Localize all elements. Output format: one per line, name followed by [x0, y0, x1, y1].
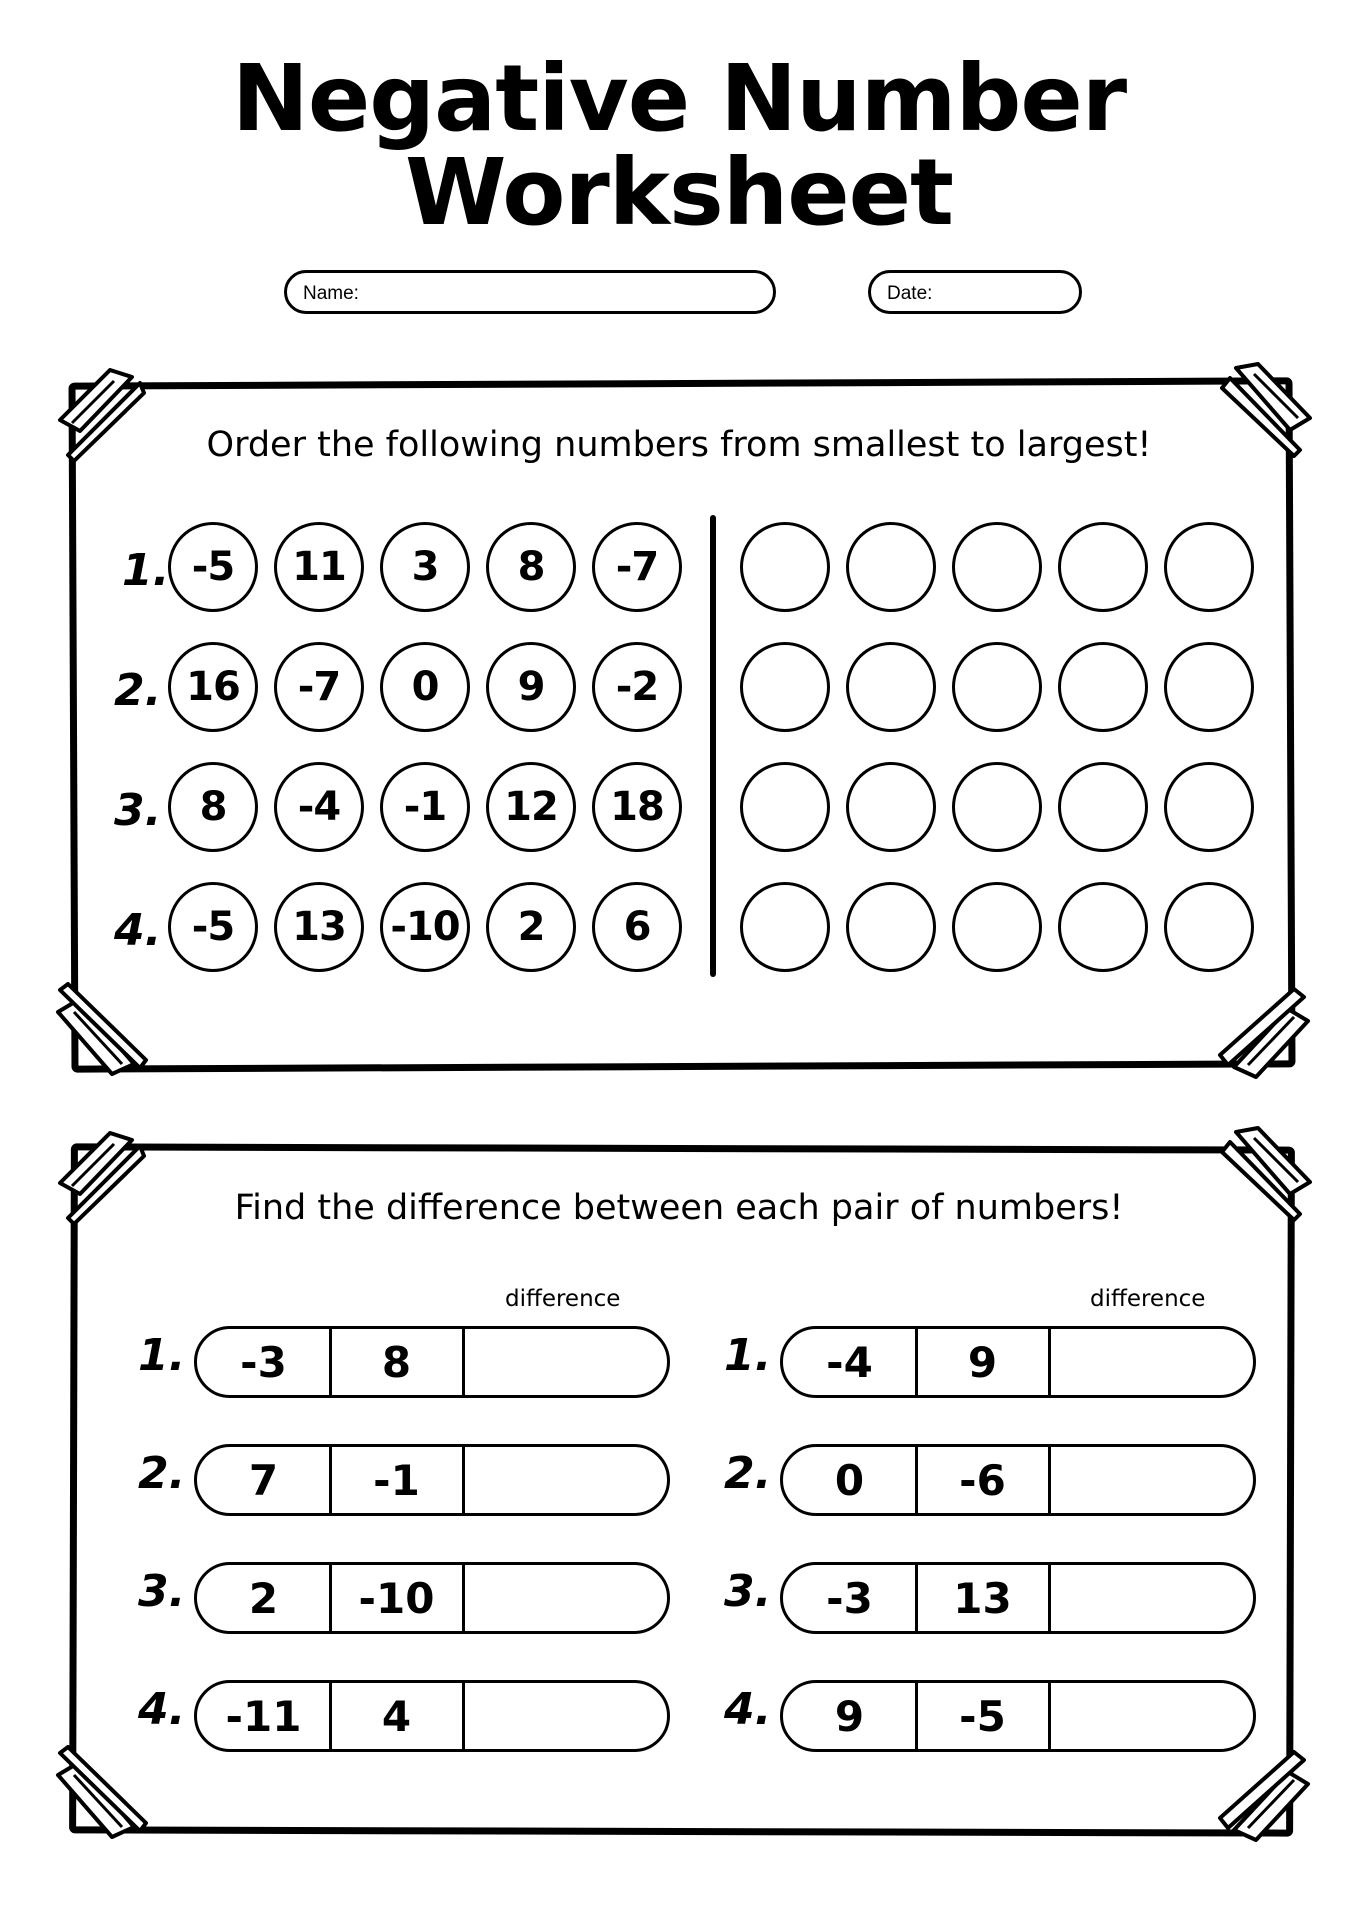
given-number-circle: 3 [380, 522, 470, 612]
difference-pair-box [780, 1326, 1256, 1398]
answer-circle[interactable] [1164, 642, 1254, 732]
difference-pair-box [780, 1680, 1256, 1752]
answer-circle[interactable] [952, 642, 1042, 732]
answer-circle[interactable] [1164, 522, 1254, 612]
worksheet-title [0, 45, 1358, 246]
difference-row-label: 2. [138, 1448, 186, 1499]
name-field[interactable] [284, 270, 776, 314]
corner-tape-icon [52, 1745, 152, 1845]
ordering-row-label: 3. [114, 785, 162, 836]
difference-row-label: 4. [138, 1684, 186, 1735]
corner-tape-icon [52, 365, 152, 465]
answer-circle[interactable] [846, 882, 936, 972]
given-number-circle: 16 [168, 642, 258, 732]
difference-pair-box [780, 1562, 1256, 1634]
ordering-row-label: 2. [114, 665, 162, 716]
answer-circle[interactable] [1164, 762, 1254, 852]
difference-row-label: 3. [138, 1566, 186, 1617]
ordering-instruction: Order the following numbers from smallest to largest! [206, 425, 1152, 465]
first-number: -11 [225, 1691, 302, 1741]
ordering-divider [710, 515, 716, 977]
given-number-circle: 12 [486, 762, 576, 852]
answer-circle[interactable] [1164, 882, 1254, 972]
first-number: 2 [248, 1573, 279, 1623]
second-number: 8 [381, 1337, 412, 1387]
answer-circle[interactable] [846, 762, 936, 852]
title-line-2: Worksheet [405, 139, 953, 246]
given-number-circle: 13 [274, 882, 364, 972]
first-number: -3 [826, 1573, 873, 1623]
corner-tape-icon [52, 982, 152, 1082]
given-number-circle: -2 [592, 642, 682, 732]
first-number: -4 [826, 1337, 873, 1387]
answer-circle[interactable] [952, 882, 1042, 972]
given-number-circle: 0 [380, 642, 470, 732]
corner-tape-icon [52, 1128, 152, 1228]
difference-pair-box [780, 1444, 1256, 1516]
title-line-1: Negative Number [231, 45, 1127, 152]
given-number-circle: 18 [592, 762, 682, 852]
given-number-circle: 11 [274, 522, 364, 612]
corner-tape-icon [1214, 985, 1314, 1085]
first-number: 0 [834, 1455, 865, 1505]
difference-pair-box [194, 1562, 670, 1634]
given-number-circle: -4 [274, 762, 364, 852]
second-number: 4 [381, 1691, 412, 1741]
answer-circle[interactable] [952, 762, 1042, 852]
difference-answer-field[interactable] [1049, 1329, 1253, 1395]
first-number: 9 [834, 1691, 865, 1741]
difference-pair-box [194, 1680, 670, 1752]
given-number-circle: 9 [486, 642, 576, 732]
answer-circle[interactable] [740, 882, 830, 972]
given-number-circle: -5 [168, 522, 258, 612]
answer-circle[interactable] [1058, 762, 1148, 852]
difference-answer-field[interactable] [1049, 1447, 1253, 1513]
difference-row-label: 1. [724, 1330, 772, 1381]
difference-column-header: difference [1090, 1286, 1206, 1312]
second-number: -1 [373, 1455, 420, 1505]
difference-pair-box [194, 1444, 670, 1516]
corner-tape-icon [1216, 360, 1316, 460]
difference-answer-field[interactable] [463, 1683, 667, 1749]
difference-answer-field[interactable] [463, 1329, 667, 1395]
given-number-circle: -5 [168, 882, 258, 972]
second-number: -10 [358, 1573, 435, 1623]
given-number-circle: -1 [380, 762, 470, 852]
second-number: -5 [959, 1691, 1006, 1741]
difference-answer-field[interactable] [1049, 1565, 1253, 1631]
answer-circle[interactable] [740, 642, 830, 732]
answer-circle[interactable] [846, 642, 936, 732]
first-number: -3 [240, 1337, 287, 1387]
answer-circle[interactable] [1058, 642, 1148, 732]
difference-row-label: 4. [724, 1684, 772, 1735]
second-number: 9 [967, 1337, 998, 1387]
difference-row-label: 2. [724, 1448, 772, 1499]
answer-circle[interactable] [952, 522, 1042, 612]
given-number-circle: 2 [486, 882, 576, 972]
difference-row-label: 3. [724, 1566, 772, 1617]
given-number-circle: -7 [592, 522, 682, 612]
given-number-circle: 8 [168, 762, 258, 852]
difference-pair-box [194, 1326, 670, 1398]
difference-answer-field[interactable] [463, 1565, 667, 1631]
given-number-circle: 6 [592, 882, 682, 972]
date-field[interactable] [868, 270, 1082, 314]
difference-instruction: Find the difference between each pair of numbers! [234, 1188, 1124, 1228]
second-number: -6 [959, 1455, 1006, 1505]
corner-tape-icon [1214, 1748, 1314, 1848]
difference-column-header: difference [505, 1286, 621, 1312]
answer-circle[interactable] [740, 522, 830, 612]
ordering-row-label: 1. [122, 545, 170, 596]
first-number: 7 [248, 1455, 279, 1505]
difference-answer-field[interactable] [1049, 1683, 1253, 1749]
corner-tape-icon [1216, 1124, 1316, 1224]
answer-circle[interactable] [846, 522, 936, 612]
difference-answer-field[interactable] [463, 1447, 667, 1513]
second-number: 13 [953, 1573, 1012, 1623]
given-number-circle: -7 [274, 642, 364, 732]
given-number-circle: 8 [486, 522, 576, 612]
answer-circle[interactable] [1058, 882, 1148, 972]
ordering-row-label: 4. [114, 905, 162, 956]
date-label: Date: [887, 283, 933, 304]
name-label: Name: [303, 283, 359, 304]
given-number-circle: -10 [380, 882, 470, 972]
answer-circle[interactable] [740, 762, 830, 852]
answer-circle[interactable] [1058, 522, 1148, 612]
difference-row-label: 1. [138, 1330, 186, 1381]
